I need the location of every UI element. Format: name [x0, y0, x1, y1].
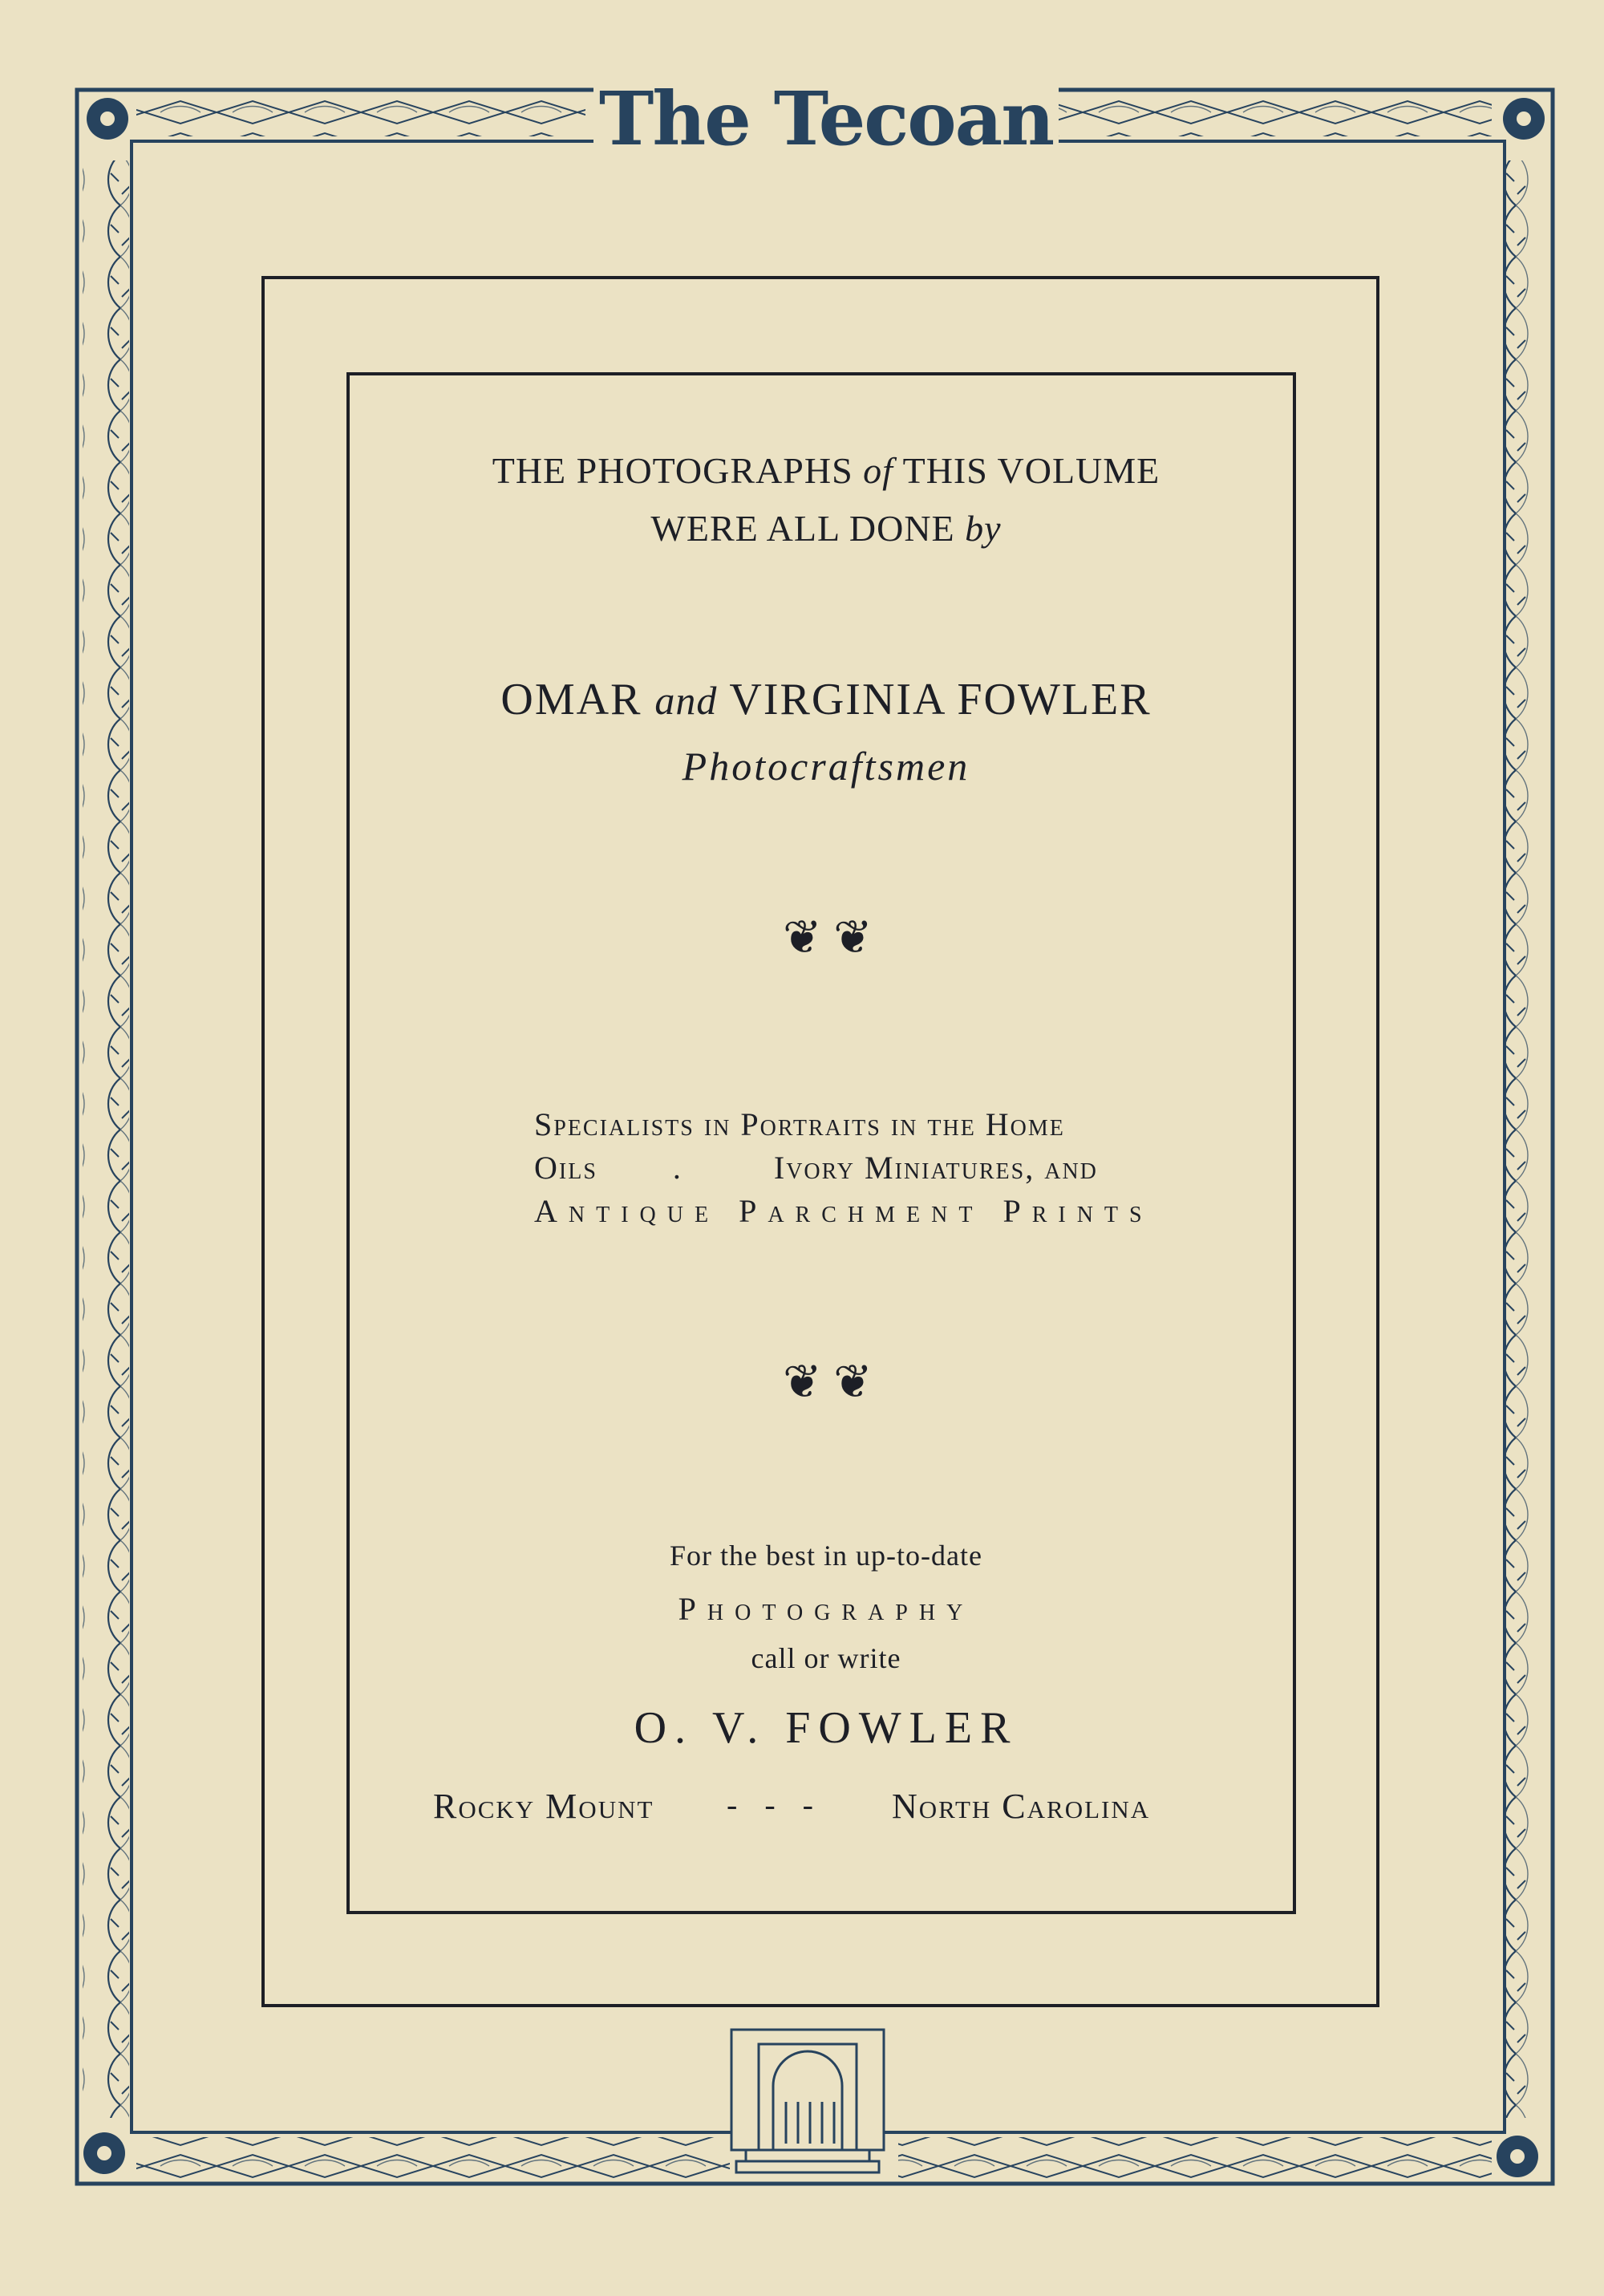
contact-state: North Carolina: [892, 1787, 1151, 1826]
intro-text-b: THIS VOLUME: [902, 450, 1160, 491]
specialties-line-2: [534, 1149, 1098, 1187]
intro-text-c: WERE ALL DONE: [650, 508, 955, 549]
specialties-line-3: Antique Parchment Prints: [534, 1193, 1153, 1229]
ivy-leaf-ornament-icon: ❦ ❦: [783, 1356, 873, 1408]
name-virginia-fowler: VIRGINIA FOWLER: [729, 675, 1152, 724]
spec-oils: Oils: [534, 1150, 597, 1186]
intro-text-a: THE PHOTOGRAPHS: [492, 450, 853, 491]
contact-line-2: Photography: [678, 1591, 974, 1627]
trade-title: Photocraftsmen: [682, 744, 970, 789]
contact-line-3: call or write: [751, 1642, 901, 1674]
ivy-leaf-ornament-icon: ❦ ❦: [783, 911, 873, 963]
name-and: and: [654, 678, 718, 723]
photographer-names: [345, 674, 1307, 725]
doorway-vignette-icon: [731, 2030, 884, 2172]
intro-line-2: [345, 507, 1307, 550]
spec-ivory: Ivory Miniatures, and: [773, 1150, 1098, 1186]
contact-name: O. V. FOWLER: [634, 1703, 1019, 1753]
spec-separator: .: [672, 1150, 683, 1186]
contact-line-1: For the best in up-to-date: [670, 1539, 982, 1572]
contact-city: Rocky Mount: [433, 1787, 654, 1826]
specialties-line-1: Specialists in Portraits in the Home: [534, 1106, 1065, 1142]
intro-by: by: [965, 508, 1002, 549]
masthead-title: The Tecoan: [593, 79, 1059, 159]
contact-dashes: - - -: [727, 1787, 823, 1823]
intro-of: of: [863, 450, 893, 491]
name-omar: OMAR: [500, 675, 642, 724]
intro-line-1: [345, 449, 1307, 492]
